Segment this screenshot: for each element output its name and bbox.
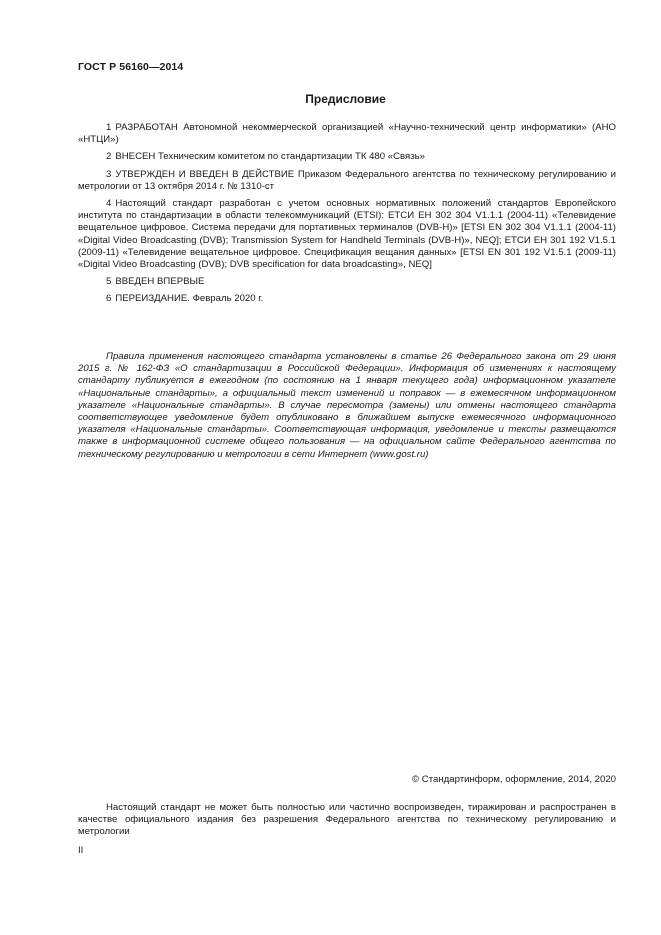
- foreword-item: [78, 198, 616, 271]
- foreword-item: [78, 151, 616, 163]
- reproduction-notice: [78, 802, 616, 839]
- item-number: 4: [106, 198, 112, 210]
- item-number: 1: [106, 122, 112, 133]
- page-number: II: [78, 845, 84, 856]
- item-number: 5: [106, 276, 112, 288]
- item-text: ВВЕДЕН ВПЕРВЫЕ: [115, 276, 205, 288]
- item-text: ВНЕСЕН Техническим комитетом по стандартизации ТК 480 «Связь»: [115, 151, 425, 163]
- item-number: 6: [106, 293, 112, 305]
- item-text: УТВЕРЖДЕН И ВВЕДЕН В ДЕЙСТВИЕ Приказом Федерального агентства по техническому регулированию и метрологии от 13 октября 2014 г. № 1310-ст: [78, 168, 616, 192]
- legal-text: Настоящий стандарт не может быть полностью или частично воспроизведен, тиражирован и распространен в качестве официального издания без разрешения Федерального агентства по техническому регулированию и метрологии: [78, 802, 616, 838]
- item-text: РАЗРАБОТАН Автономной некоммерческой организацией «Научно-технический центр информатики» (АНО «НТЦИ»): [78, 122, 616, 146]
- foreword-item: [78, 293, 616, 305]
- notice-text: Правила применения настоящего стандарта установлены в статье 26 Федерального закона от 29 июня 2015 г. № 162-ФЗ «О стандартизации в Российской Федерации». Информация об изменениях к настоящему стандарту публикуется в ежегодном (по состоянию на 1 января текущего года) информационном указателе «Национальные стандарты», а официальный текст изменений и поправок — в ежемесячном информационном указателе «Национальные стандарты». В случае пересмотра (замены) или отмены настоящего стандарта соответствующее уведомление будет опубликовано в ближайшем выпуске ежемесячного информационного указателя «Национальные стандарты». Соответствующая информация, уведомление и тексты размещаются также в информационной системе общего пользования — на официальном сайте Федерального агентства по техническому регулированию и метрологии в сети Интернет (www.gost.ru): [78, 351, 616, 460]
- application-rules-notice: [78, 351, 616, 461]
- page-title: Предисловие: [305, 92, 386, 106]
- copyright-line: © Стандартинформ, оформление, 2014, 2020: [412, 774, 616, 785]
- foreword-item: [78, 276, 616, 288]
- foreword-item: [78, 169, 616, 193]
- item-number: 2: [106, 151, 112, 163]
- item-text: Настоящий стандарт разработан с учетом основных нормативных положений стандартов Европейского института по стандартизации в области телекоммуникаций (ETSI): ЕТСИ ЕН 302 304 V1.1.1 (2004-11) «Телевидение вещательное цифровое. Система передачи для портативных терминалов (DVB-H)» [ETSI EN 302 304 V1.1.1 (2004-11) «Digital Video Broadcasting (DVB); Transmission System for Handheld Terminals (DVB-H)», NEQ]; ЕТСИ ЕН 301 192 V1.5.1 (2009-11) «Телевидение вещательное цифровое. Спецификация вещания данных» [ETSI EN 301 192 V1.5.1 (2009-11) «Digital Video Broadcasting (DVB); DVB specification for data broadcasting», NEQ]: [78, 198, 616, 271]
- item-text: ПЕРЕИЗДАНИЕ. Февраль 2020 г.: [115, 293, 264, 305]
- document-code: ГОСТ Р 56160—2014: [78, 61, 184, 73]
- foreword-item: [78, 122, 616, 146]
- foreword-list: [78, 122, 616, 311]
- item-number: 3: [106, 168, 112, 180]
